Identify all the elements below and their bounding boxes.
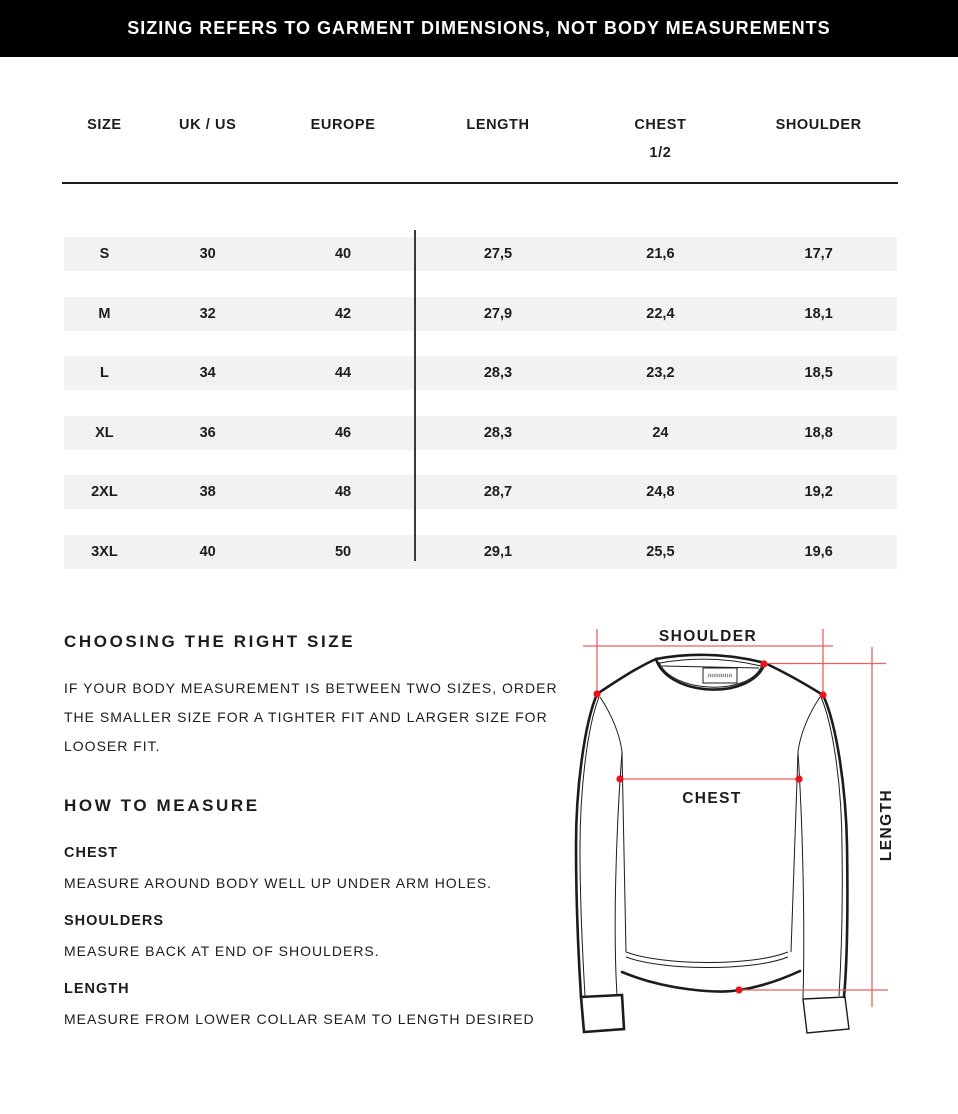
- table-row-m: [64, 297, 897, 331]
- column-header-shoulder: SHOULDER: [775, 117, 862, 133]
- left-sleeve-outer-edge: [576, 694, 597, 997]
- cell: 18,1: [804, 305, 833, 322]
- cell: S: [99, 246, 110, 262]
- right-sleeve-inner-edge: [798, 752, 804, 998]
- cell: 25,5: [646, 543, 675, 560]
- cell: L: [99, 365, 109, 381]
- hem-point: [735, 986, 742, 993]
- cell: 24,8: [646, 484, 675, 500]
- left-shoulder-point: [593, 690, 600, 697]
- cell: 28,3: [483, 365, 513, 381]
- left-armhole-seam: [600, 697, 622, 752]
- collar-seam-point: [760, 660, 767, 667]
- choosing-size-heading: CHOOSING THE RIGHT SIZE: [64, 632, 356, 651]
- column-header-length: LENGTH: [466, 117, 530, 133]
- measure-item-label: SHOULDERS: [64, 913, 165, 929]
- cell: 23,2: [646, 365, 675, 381]
- cell: 36: [199, 424, 216, 441]
- cell: 29,1: [483, 543, 513, 560]
- table-header-rule: [62, 182, 898, 184]
- size-table-body: [64, 237, 897, 594]
- waistband-top-seam: [626, 952, 788, 963]
- length-diagram-label: LENGTH: [878, 788, 895, 862]
- cell: 22,4: [646, 305, 675, 322]
- choosing-size-text: IF YOUR BODY MEASUREMENT IS BETWEEN TWO SIZES, ORDER THE SMALLER SIZE FOR A TIGHTER FIT AND LARGER SIZE FOR LOOSER FIT.: [64, 680, 558, 754]
- table-row-3xl: [64, 535, 897, 569]
- measure-item-chest: [64, 843, 554, 897]
- column-header-europe: EUROPE: [310, 117, 376, 133]
- column-header-chest: CHEST 1/2: [634, 117, 687, 161]
- cell: 21,6: [646, 246, 675, 262]
- chest-right-point: [795, 775, 802, 782]
- cell: 48: [334, 484, 352, 500]
- measure-item-length: [64, 979, 554, 1033]
- cell: 19,6: [804, 543, 833, 560]
- cell: 44: [334, 365, 352, 381]
- banner: [0, 0, 958, 57]
- cell: 24: [652, 424, 669, 441]
- cell: 3XL: [91, 543, 118, 560]
- measure-item-label: CHEST: [64, 845, 119, 861]
- right-cuff: [803, 997, 849, 1033]
- left-cuff: [581, 995, 624, 1032]
- cell: 19,2: [804, 484, 833, 500]
- banner-text: SIZING REFERS TO GARMENT DIMENSIONS, NOT BODY MEASUREMENTS: [127, 18, 831, 38]
- cell: 50: [334, 543, 352, 560]
- left-sleeve-seam: [580, 697, 599, 996]
- body-left-edge: [622, 752, 626, 952]
- right-sleeve-seam: [821, 697, 842, 996]
- measure-item-text: MEASURE FROM LOWER COLLAR SEAM TO LENGTH DESIRED: [64, 1011, 535, 1027]
- table-row-l: [64, 356, 897, 390]
- right-shoulder-seam: [765, 663, 823, 695]
- cell: XL: [95, 424, 114, 441]
- left-shoulder-seam: [597, 659, 656, 694]
- chest-diagram-label: CHEST: [682, 790, 742, 807]
- measure-instructions: [64, 843, 554, 1047]
- sweatshirt-measurement-diagram: [560, 600, 958, 1080]
- cell: 40: [334, 246, 352, 262]
- table-row-xl: [64, 416, 897, 450]
- cell: 42: [334, 305, 352, 322]
- table-row-2xl: [64, 475, 897, 509]
- left-sleeve-inner-edge: [615, 752, 622, 995]
- cell: 2XL: [91, 484, 118, 500]
- cell: 28,7: [483, 484, 513, 500]
- cell: 32: [199, 305, 216, 322]
- cell: 46: [334, 424, 352, 441]
- shoulder-diagram-label: SHOULDER: [658, 628, 758, 645]
- right-shoulder-point: [819, 691, 826, 698]
- table-column-divider: [414, 230, 416, 561]
- cell: 28,3: [483, 424, 513, 441]
- hem-bottom-edge: [622, 971, 800, 991]
- size-table-header: [64, 115, 897, 163]
- cell: 30: [199, 246, 216, 262]
- column-header-size: SIZE: [87, 117, 122, 133]
- measure-item-shoulders: [64, 911, 554, 965]
- right-sleeve-outer-edge: [823, 695, 847, 997]
- column-header-ukus: UK / US: [179, 117, 237, 133]
- collar-inner-top-seam: [660, 659, 761, 666]
- cell: 40: [199, 543, 216, 560]
- cell: 27,9: [483, 305, 513, 322]
- measure-item-text: MEASURE BACK AT END OF SHOULDERS.: [64, 943, 380, 959]
- table-row-s: [64, 237, 897, 271]
- cell: 38: [199, 484, 216, 500]
- cell: 17,7: [804, 246, 833, 262]
- chest-left-point: [616, 775, 623, 782]
- body-right-edge: [791, 752, 798, 952]
- right-armhole-seam: [798, 697, 820, 752]
- how-to-measure-heading: HOW TO MEASURE: [64, 796, 260, 815]
- cell: M: [98, 305, 111, 322]
- cell: 27,5: [483, 246, 513, 262]
- measure-item-text: MEASURE AROUND BODY WELL UP UNDER ARM HOLES.: [64, 875, 493, 891]
- cell: 18,8: [804, 424, 833, 441]
- cell: 34: [199, 365, 216, 381]
- sweatshirt-outline: [576, 655, 849, 1033]
- cell: 18,5: [804, 365, 833, 381]
- measure-item-label: LENGTH: [64, 981, 130, 997]
